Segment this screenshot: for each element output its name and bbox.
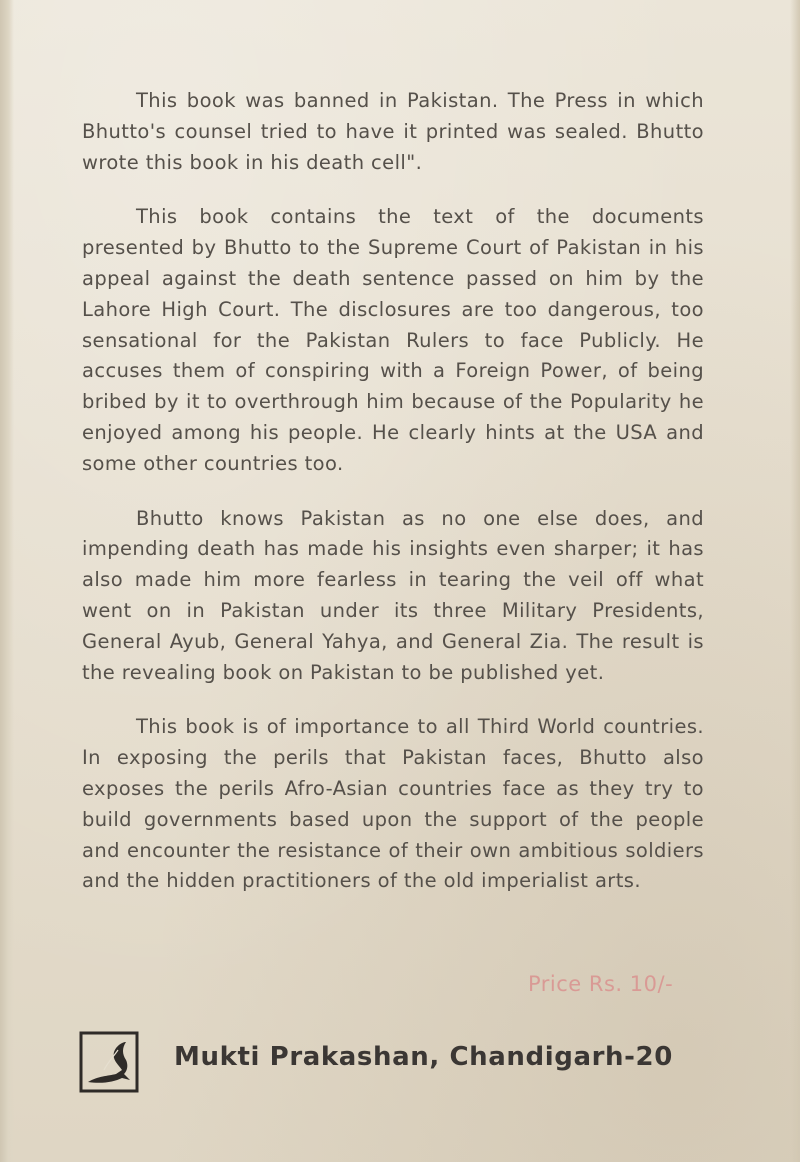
blurb-paragraph-1: This book was banned in Pakistan. The Press in which Bhutto's counsel tried to have it printed was sealed. Bhutto wrote this book in his death cell".	[82, 89, 704, 174]
bird-logo-icon	[78, 1030, 140, 1094]
publisher-name: Mukti Prakashan, Chandigarh-20	[174, 1042, 673, 1072]
blurb-paragraph-3: Bhutto knows Pakistan as no one else does, and impending death has made his insights even sharper; it has also made him more fearless in tearing the veil off what went on in Pakistan under its three Military Presidents, General Ayub, General Yahya, and General Zia. The result is the revealing book on Pakistan to be published yet.	[82, 506, 704, 684]
blurb	[82, 86, 704, 921]
publisher-imprint	[78, 1026, 718, 1098]
spine-edge	[0, 0, 14, 1162]
cover-edge	[790, 0, 800, 1162]
price-stamp: Price Rs. 10/-	[528, 972, 674, 996]
blurb-paragraph-2: This book contains the text of the documents presented by Bhutto to the Supreme Court of Pakistan in his appeal against the death sentence passed on him by the Lahore High Court. The disclosures are too dangerous, too sensational for the Pakistan Rulers to face Publicly. He accuses them of conspiring with a Foreign Power, of being bribed by it to overthrough him because of the Popularity he enjoyed among his people. He clearly hints at the USA and some other countries too.	[82, 205, 704, 475]
blurb-paragraph-4: This book is of importance to all Third World countries. In exposing the perils that Pakistan faces, Bhutto also exposes the perils Afro-Asian countries face as they try to build governments based upon the support of the people and encounter the resistance of their own ambitious soldiers and the hidden practitioners of the old imperialist arts.	[82, 715, 704, 893]
